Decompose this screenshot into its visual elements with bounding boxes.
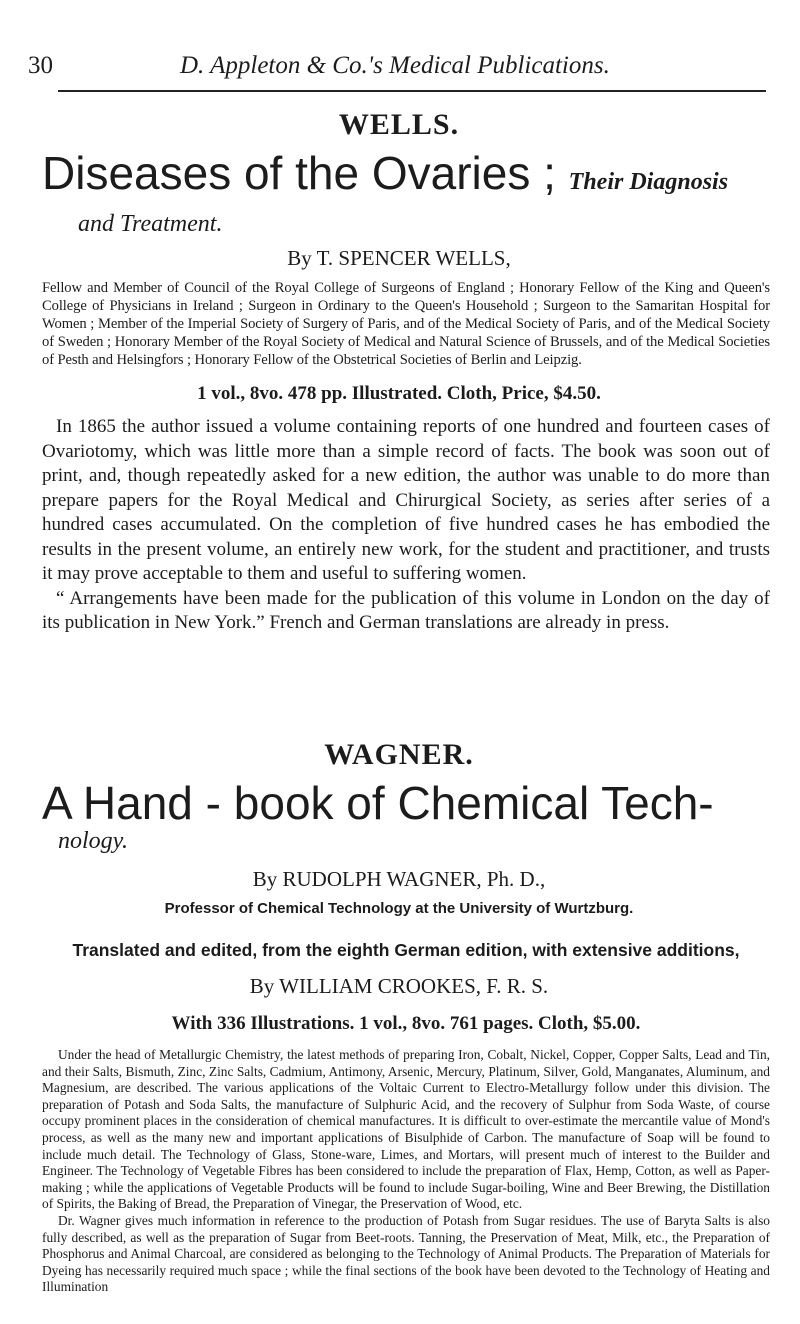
wells-title-italic: Their Diagnosis xyxy=(568,169,729,195)
wagner-publication-info: With 336 Illustrations. 1 vol., 8vo. 761 pages. Cloth, $5.00. xyxy=(171,1013,641,1034)
page xyxy=(28,0,770,1324)
wells-entry xyxy=(28,108,770,636)
wells-description xyxy=(42,415,770,636)
wells-publication-info: 1 vol., 8vo. 478 pp. Illustrated. Cloth, Price, $4.50. xyxy=(197,383,601,404)
wagner-title-line2: nology. xyxy=(58,828,128,854)
running-head xyxy=(28,52,770,82)
wells-author-heading: WELLS. xyxy=(338,108,460,141)
wells-byline: By T. SPENCER WELLS, xyxy=(287,246,511,270)
wells-credentials: Fellow and Member of Council of the Royal College of Surgeons of England ; Honorary Fellow of the King and Queen's College of Physicians in Ireland ; Surgeon in Ordinary to the Queen's Household ; Surgeon to the Samaritan Hospital for Women ; Member of the Imperial Society of Surgery of Paris, and of the Medical Society of Paris, and of the Medical Society of Sweden ; Honorary Member of the Royal Society of Medical and Natural Science of Brussels, and of the Medical Societies of Pesth and Helsingfors ; Honorary Fellow of the Obstetrical Societies of Berlin and Leipzig. xyxy=(42,280,770,368)
wagner-entry xyxy=(28,738,770,1296)
wells-book-title xyxy=(42,148,770,207)
wells-title-continuation: and Treatment. xyxy=(78,211,223,237)
wagner-translator: By WILLIAM CROOKES, F. R. S. xyxy=(249,974,549,998)
wagner-translated-note: Translated and edited, from the eighth German edition, with extensive additions, xyxy=(72,940,740,960)
wells-paragraph: In 1865 the author issued a volume containing reports of one hundred and fourteen cases of Ovariotomy, which was little more than a simple record of facts. The book was soon out of print, and, though repeatedly asked for a new edition, the author was unable to do more than prepare papers for the Royal Medical and Chirurgical Society, as series after series of a hundred cases accumulated. On the completion of five hundred cases he has embodied the results in the present volume, an entirely new work, for the student and practitioner, and trusts it may prove acceptable to them and useful to suffering women. xyxy=(42,416,770,584)
wagner-author-heading: WAGNER. xyxy=(324,738,474,771)
wells-title-main: Diseases of the Ovaries ; xyxy=(42,147,569,199)
header-rule xyxy=(58,90,766,92)
wagner-paragraph: Dr. Wagner gives much information in reference to the production of Potash from Sugar residues. The use of Baryta Salts is also fully described, as well as the preparation of Sugar from Beet-roots. Tanning, the Preservation of Meat, Milk, etc., the Preparation of Phosphorus and Animal Charcoal, are considered as belonging to the Technology of Animal Products. The Preparation of Materials for Dyeing has necessarily required much space ; while the final sections of the book have been devoted to the Technology of Heating and Illumination xyxy=(42,1212,770,1295)
wagner-title-line1: A Hand - book of Chemical Tech- xyxy=(42,777,714,829)
wagner-description xyxy=(42,1047,770,1296)
wagner-paragraph: Under the head of Metallurgic Chemistry, the latest methods of preparing Iron, Cobalt, Nickel, Copper, Copper Salts, Lead and Tin, and their Salts, Bismuth, Zinc, Zinc Salts, Cadmium, Antimony, Arsenic, Mercury, Platinum, Silver, Gold, Manganates, Aluminum, and Magnesium, are described. The various applications of the Voltaic Current to Electro-Metallurgy follow under this division. The preparation of Potash and Soda Salts, the manufacture of Sulphuric Acid, and the recovery of Sulphur from Soda Waste, of course occupy prominent places in the consideration of chemical manufactures. It is difficult to over-estimate the mercantile value of Mond's process, as well as the many new and important applications of Bisulphide of Carbon. The manufacture of Soap will be found to include much detail. The Technology of Glass, Stone-ware, Limes, and Mortars, will present much of interest to the Builder and Engineer. The Technology of Vegetable Fibres has been considered to include the preparation of Flax, Hemp, Cotton, as well as Paper-making ; while the applications of Vegetable Products will be found to include Sugar-boiling, Wine and Beer Brewing, the Distillation of Spirits, the Baking of Bread, the Preparation of Vinegar, the Preservation of Wood, etc. xyxy=(42,1047,770,1212)
wagner-byline: By RUDOLPH WAGNER, Ph. D., xyxy=(252,867,546,891)
running-title: D. Appleton & Co.'s Medical Publications. xyxy=(180,52,610,79)
wells-paragraph: “ Arrangements have been made for the publication of this volume in London on the day of its publication in New York.” French and German translations are already in press. xyxy=(42,587,770,633)
page-number: 30 xyxy=(28,52,53,79)
wagner-professor: Professor of Chemical Technology at the University of Wurtzburg. xyxy=(164,900,634,917)
